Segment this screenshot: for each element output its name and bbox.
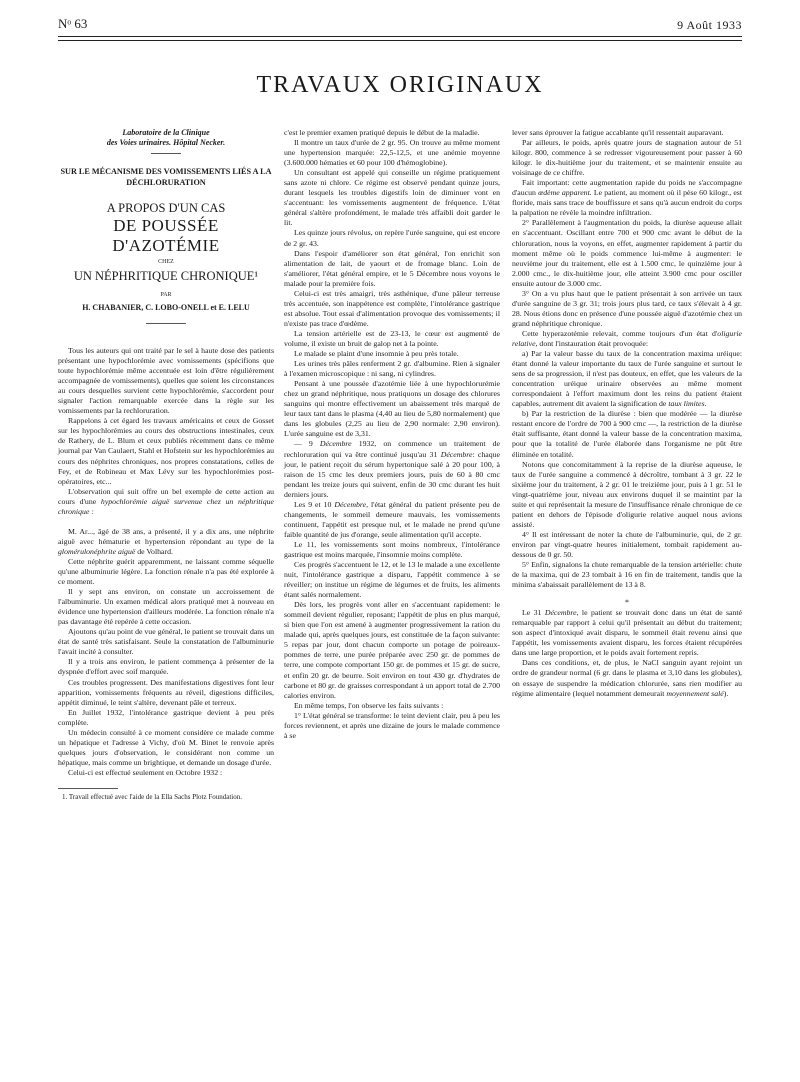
- paragraph: [284, 439, 500, 499]
- divider: [146, 323, 186, 324]
- paragraph: 1° L'état général se transforme: le teint devient clair, peu à peu les forces reviennent, et après une dizaine de jours le malade commence à se: [284, 710, 500, 740]
- paragraph: [58, 527, 274, 557]
- paragraph: Ajoutons qu'au point de vue général, le patient se trouvait dans un état de santé très satisfaisant. Seule la constatation de l'albuminurie l'avait incité à consulter.: [58, 627, 274, 657]
- paragraph: La tension artérielle est de 23-13, le cœur est augmenté de volume, il existe un bruit de galop net à la pointe.: [284, 328, 500, 348]
- by-label: PAR: [160, 292, 172, 298]
- header-rule-2: [58, 40, 742, 41]
- ornament: *: [625, 598, 629, 608]
- text-italic: glomérulonéphrite aiguë: [58, 546, 136, 556]
- paragraph: 3° On a vu plus haut que le patient présentait à son arrivée un taux d'urée sanguine de 3 gr. 31; trois jours plus tard, ce taux s'élevait à 4 gr. 28. Nous étions donc en présence d'une poussée aiguë d'azotémie chez un grand néphritique chronique.: [512, 288, 742, 328]
- paragraph: Celui-ci est très amaigri, très asthénique, d'une pâleur terreuse très accentuée, son inappétence est complète, l'intolérance gastrique est absolue. Tout essai d'alimentation provoque des vomissements; il n'existe pas trace d'œdème.: [284, 288, 500, 328]
- text: Fait important: cette augmentation rapide du poids ne s'accompagne d'aucun: [512, 178, 742, 198]
- paragraph: Il montre un taux d'urée de 2 gr. 95. On trouve au même moment une hypertension marquée: 22,5-12,5, et une anémie moyenne (3.600.000 hématies et 60 pour 100 d'hémoglobine).: [284, 138, 500, 168]
- article-title-line-1: A PROPOS D'UN CAS: [106, 201, 226, 215]
- paragraph: Un médecin consulté à ce moment considère ce malade comme un hépatique et l'adresse à Vichy, d'où M. Binet le renvoie après quelques jours d'observation, le considérant non comme un hépatique, mais comme un brightique, et demande un dosage d'urée.: [58, 727, 274, 767]
- paragraph: lever sans éprouver la fatigue accablante qu'il ressentait auparavant.: [512, 128, 724, 137]
- paragraph: [58, 487, 274, 517]
- header-rule: [58, 36, 742, 37]
- article-title-line-3: UN NÉPHRITIQUE CHRONIQUE¹: [73, 269, 259, 283]
- text: , l'état général du patient présente peu de changements, le sommeil demeure mauvais, les vomissements continuent, l'appétit est presque nul, et le malade ne prend qu'une faible quantité de jus d'orange, seule alimentation qu'il accepte.: [284, 499, 500, 539]
- paragraph: [512, 608, 742, 658]
- text: Le 31: [522, 608, 545, 618]
- column-1: [58, 128, 274, 802]
- paragraph: Tous les auteurs qui ont traité par le sel à haute dose des patients présentant une hypochlorémie avec vomissements (spécifions que toute hypochlorémie même accentuée est loin d'être régulièrement accompagnée de vomissements), quelles que soient les circonstances au cours desquelles survient cette hypochlorémie, s'accordent pour signaler l'action remarquable exercée dans la règle sur les vomissements par la rechloruration.: [58, 346, 274, 416]
- paragraph: Les urines très pâles renferment 2 gr. d'albumine. Rien à signaler à l'examen microscopique : ni sang, ni cylindres.: [284, 359, 500, 379]
- laboratory-line-2: des Voies urinaires. Hôpital Necker.: [106, 138, 226, 147]
- paragraph: Cette néphrite guérit apparemment, ne laissant comme séquelle qu'une albuminurie légère. La fonction rénale n'a pas été explorée à ce moment.: [58, 556, 274, 587]
- text: M. Ar..., âgé de 38 ans, a présenté, il y a dix ans, une néphrite aiguë avec hématurie et hypertension répondant au type de la: [58, 526, 274, 546]
- text: , dont l'instauration était provoquée:: [535, 338, 649, 348]
- paragraph: b) Par la restriction de la diurèse : bien que modérée — la diurèse restant encore de l'ordre de 700 à 900 cmc —, la restriction de la diurèse était suffisante, étant donné la valeur basse de la concentration maxima, pour que la totalité de l'urée élaborée dans l'organisme ne pût être éliminée en totalité.: [512, 409, 742, 459]
- text: de Volhard.: [135, 546, 173, 556]
- paragraph: [512, 178, 742, 218]
- text: a) Par la valeur basse du taux de la concentration maxima uréique: étant donné la valeur importante du taux de l'urée sanguine et surtout le sens de sa progression, il n'est pas douteux, en effet, que les valeurs de la concentration uréique urinaire observées au même moment correspondaient à l'effort maximum dont les reins du patient étaient capables, autrement dit avaient la signification de: [512, 349, 742, 409]
- paragraph: Ces troubles progressent. Des manifestations digestives font leur apparition, vomissements fréquents au réveil, digestions difficiles, appétit diminué, le teint s'altère, devenant pâle et terreux.: [58, 677, 274, 707]
- paragraph: Pensant à une poussée d'azotémie liée à une hypochlorurémie chez un grand néphritique, nous pratiquons un dosage des chlorures sanguins qui montre effectivement un abaissement très marqué de leur taux tant dans le plasma (4,40 au lieu de 5,80 normalement) que dans les globules (2,25 au lieu de 2,90 normale: 2,90 environ). L'urée sanguine est de 3,31.: [284, 379, 500, 439]
- section-title: TRAVAUX ORIGINAUX: [256, 72, 544, 98]
- paragraph: Dès lors, les progrès vont aller en s'accentuant rapidement: le sommeil devient régulier, reposant; l'appétit de plus en plus marqué, si bien que l'on est amené à augmenter progressivement la ration du malade qui, après quelques jours, est constituée de la façon suivante: 5 repas par jour, dont chacun comporte un potage de poireaux-pommes de terre, une purée préparée avec 250 gr. de pommes de terre, une compote comportant 150 gr. de pommes et 15 gr. de sucre, et enfin 20 gr. de beurre. Soit environ en tout 430 gr. d'hydrates de carbone et 80 gr. de graisses correspondant à un apport total de 2.700 calories environ.: [284, 600, 500, 700]
- article-subtitle: SUR LE MÉCANISME DES VOMISSEMENTS LIÉS A LA DÉCHLORURATION: [60, 167, 272, 187]
- divider: [151, 153, 181, 154]
- paragraph: Dans l'espoir d'améliorer son état général, l'on enrichit son alimentation de lait, de yaourt et de fromage blanc. Loin de s'améliorer, l'état général empire, et le 5 Décembre nous voyons le malade pour la première fois.: [284, 248, 500, 288]
- paragraph: Un consultant est appelé qui conseille un régime pratiquement sans azote ni chlore. Ce régime est observé pendant quinze jours, durant lesquels les troubles digestifs loin de diminuer vont en s'accentuant: les vomissements augmentent de fréquence. L'état général s'altère profondément, le malade très affaibli doit garder le lit.: [284, 168, 500, 228]
- text-italic: œdème apparent.: [538, 188, 592, 198]
- paragraph: Par ailleurs, le poids, après quatre jours de stagnation autour de 51 kilogr. 800, commence à se redresser vigoureusement pour passer à 60 kilogr. le dix-huitième jour du traitement, et se maintenir ensuite au voisinage de ce chiffre.: [512, 138, 742, 178]
- laboratory-line-1: Laboratoire de la Clinique: [122, 128, 210, 137]
- text: — 9: [294, 439, 320, 449]
- paragraph: Il y sept ans environ, on constate un accroissement de l'albuminurie. Un examen médical alors pratiqué met à nouveau en évidence une hypertension d'ailleurs modérée. La fonction rénale n'a pas davantage été repérée à cette occasion.: [58, 587, 274, 627]
- paragraph: Ces progrès s'accentuent le 12, et le 13 le malade a une excellente nuit, l'intolérance gastrique a disparu, l'appétit commence à se réveiller; on institue un régime de légumes et de fruits, les aliments étant salés normalement.: [284, 560, 500, 600]
- text: : chaque jour, le patient reçoit du sérum hypertonique salé à 20 pour 100, à raison de 15 cmc les deux premiers jours, puis de 60 à 80 cmc pendant les treize jours qui suivent, enfin de 30 cmc durant les huit derniers jours.: [284, 449, 500, 499]
- issue-number: Nᵒ 63: [58, 16, 88, 31]
- article-title-chez: CHEZ: [158, 259, 174, 265]
- paragraph: [284, 500, 500, 540]
- paragraph: 4° Il est intéressant de noter la chute de l'albuminurie, qui, de 2 gr. environ par vingt-quatre heures initialement, tombait rapidement au-dessous de 0 gr. 50.: [512, 529, 742, 559]
- paragraph: Notons que concomitamment à la reprise de la diurèse aqueuse, le taux de l'urée sanguine a commencé à décroître, tombant à 3 gr. 22 le sixième jour du traitement, à 2 gr. 01 le treizième jour, puis à 1 gr. 51 le vingt-quatrième jour, niveau aux environs duquel il se maintint par la suite et qui représentait la mesure de l'insuffisance rénale chronique de ce patient en dehors de l'épisode d'oligurie relative auquel nous avions assisté.: [512, 459, 742, 529]
- text-italic: oligurie relative: [512, 328, 742, 348]
- issue-date: 9 Août 1933: [677, 18, 742, 32]
- column-2: [284, 128, 500, 741]
- paragraph: Le malade se plaint d'une insomnie à peu près totale.: [294, 349, 459, 359]
- text: .: [704, 399, 707, 409]
- paragraph: Celui-ci est effectué seulement en Octobre 1932 :: [68, 767, 223, 777]
- article-title-line-2: DE POUSSÉE D'AZOTÉMIE: [112, 216, 220, 255]
- paragraph: [512, 658, 742, 698]
- paragraph: 5° Enfin, signalons la chute remarquable de la tension artérielle: chute de la maxima, qui de 23 tombait à 16 en fin de traitement, tandis que la minima s'abaissait parallèlement de 13 à 8.: [512, 560, 742, 590]
- paragraph: En même temps, l'on observe les faits suivants :: [294, 700, 444, 710]
- text-italic: Décembre: [544, 608, 577, 618]
- text: 1932, on commence un traitement de rechloruration qui va être continué jusqu'au 31: [284, 439, 500, 459]
- text: , le patient se trouvait donc dans un état de santé remarquable par rapport à celui qu'il présentait au début du traitement; son aspect d'intoxiqué avait disparu, le sommeil était revenu ainsi que l'appétit, les vomissements avaient disparu, les forces étaient récupérées dans une large proportion, et le poids avait fortement repris.: [512, 608, 742, 658]
- authors: H. CHABANIER, C. LOBO-ONELL et E. LELU: [82, 303, 250, 312]
- footnote: 1. Travail effectué avec l'aide de la Ella Sachs Plotz Foundation.: [62, 792, 242, 801]
- text: ).: [723, 688, 729, 698]
- paragraph: c'est le premier examen pratiqué depuis le début de la maladie.: [284, 128, 480, 137]
- text: Dans ces conditions, et, de plus, le NaCl sanguin ayant rejoint un ordre de grandeur normal (6 gr. dans le plasma et 3,10 dans les globules), on essaye de suspendre la médication chlorurée, sans rien modifier au régime alimentaire (lequel notamment demeurait: [512, 658, 742, 698]
- column-3: [512, 128, 742, 699]
- text-italic: moyennement salé: [666, 688, 724, 698]
- paragraph: [512, 349, 742, 409]
- paragraph: [512, 329, 742, 349]
- text: L'observation qui suit offre un bel exemple de cette action au cours d'une: [58, 486, 274, 506]
- text-italic: hypochlorémie aiguë survenue chez un néphritique chronique :: [58, 496, 274, 516]
- text: Cette hyperazotémie relevait, comme toujours d'un état d': [522, 328, 718, 338]
- paragraph: 2° Parallèlement à l'augmentation du poids, la diurèse aqueuse allait en s'accentuant. Oscillant entre 700 et 900 cmc avant le début de la chloruration, nous la voyons, en effet, augmenter rapidement à partir du moment même où le poids commence lui-même à augmenter: le neuvième jour du traitement, elle est à 1.500 cmc, le quinzième jour à 2.000 cmc., le dix-huitième jour, elle atteint 3.900 cmc pour osciller ensuite autour de 3.000 cmc.: [512, 218, 742, 288]
- text-italic: Décembre: [334, 499, 367, 509]
- text-italic: Décembre: [319, 439, 352, 449]
- text: Les 9 et 10: [294, 499, 335, 509]
- paragraph: Il y a trois ans environ, le patient commença à présenter de la dyspnée d'effort avec soif marquée.: [58, 657, 274, 677]
- paragraph: Rappelons à cet égard les travaux américains et ceux de Gosset sur les hypochlorémies au cours des obstructions intestinales, ceux de Rathery, de L. Blum et ceux publiés récemment dans ce même journal par Van Caulaert, Stahl et Hofstein sur les hypochlorémies au cours des néphrites chroniques, nos propres constatations, celles de Fey, et de Robineau et Max Lévy sur les hypochlorémies post-opératoires, etc...: [58, 416, 274, 486]
- text: Le patient, au moment où il pèse 60 kilogr., est floride, mais sans trace de bouffissure et sans qu'à aucun endroit du corps la palpation ne révèle la moindre infiltration.: [512, 188, 743, 218]
- paragraph: Les quinze jours révolus, on repère l'urée sanguine, qui est encore de 2 gr. 43.: [284, 228, 500, 248]
- text-italic: taux limites: [668, 399, 705, 409]
- text-italic: Décembre: [440, 449, 473, 459]
- footnote-rule: [58, 788, 118, 789]
- paragraph: Le 11, les vomissements sont moins nombreux, l'intolérance gastrique est moins marquée, l'insomnie moins complète.: [284, 539, 500, 559]
- paragraph: En Juillet 1932, l'intolérance gastrique devient à peu près complète.: [58, 707, 274, 727]
